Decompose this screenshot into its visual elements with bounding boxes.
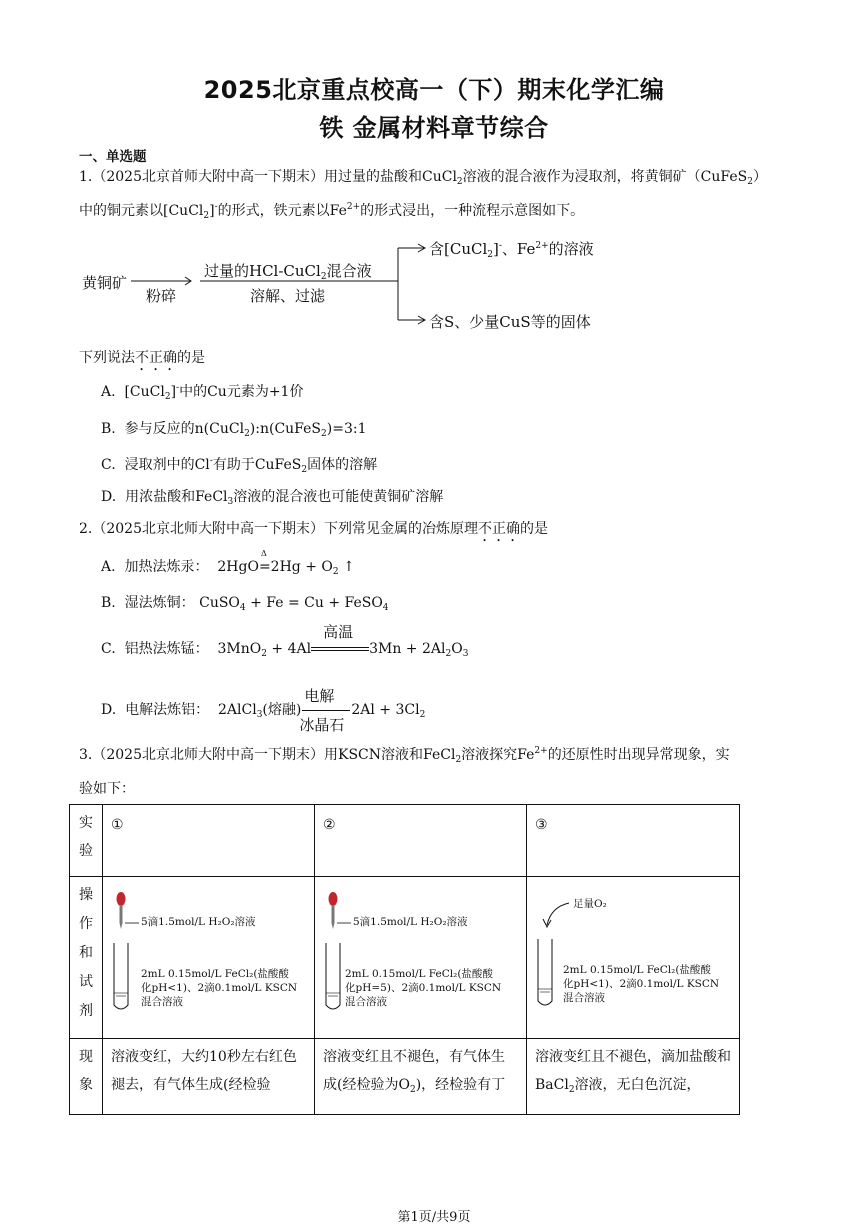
- doc-title-line2: 铁 金属材料章节综合: [319, 114, 549, 142]
- tube-label-line2: 化pH<1)、2滴0.1mol/L KSCN: [141, 982, 298, 994]
- q1-question: 下列说法不正确的是: [79, 350, 205, 366]
- tube-label-line3: 混合溶液: [141, 996, 183, 1008]
- tube-label-line2: 化pH<1)、2滴0.1mol/L KSCN: [563, 978, 720, 990]
- flow-arrows: [0, 0, 868, 360]
- row-header-experiment: 实 验: [70, 805, 103, 877]
- q2-stem: 2.（2025北京北师大附中高一下期末）下列常见金属的冶炼原理不正确的是: [79, 521, 548, 537]
- col-header-2: ②: [315, 805, 527, 877]
- dropper-label: 5滴1.5mol/L H₂O₂溶液: [141, 916, 256, 928]
- gas-label: 足量O₂: [573, 898, 607, 910]
- q2-option-a: A. 加热法炼汞： 2HgO= Δ $2Hg + O_2$ ↑: [101, 549, 355, 577]
- q2-option-b: B. 湿法炼铜： CuSO$_4$ + Fe = Cu + FeSO$_4$: [101, 595, 389, 613]
- q1-option-a: A. [CuCl$_2$]-中的Cu元素为+1价: [101, 383, 304, 402]
- tube-label-line3: 混合溶液: [563, 992, 605, 1004]
- q1-option-c: C. 浸取剂中的Cl-有助于CuFeS$_2$固体的溶解: [101, 456, 378, 475]
- col-header-1: ①: [103, 805, 315, 877]
- result-cell-3: 溶液变红且不褪色，滴加盐酸和BaCl$_2$溶液，无白色沉淀，: [527, 1039, 740, 1115]
- row-header-phenomenon: 现 象: [70, 1039, 103, 1115]
- dropper-tube-diagram: [315, 877, 527, 1039]
- q3-stem-line2: 验如下：: [79, 781, 135, 797]
- gas-tube-diagram: [527, 877, 740, 1039]
- experiment-table: [69, 804, 740, 1115]
- tube-label-line1: 2mL 0.15mol/L FeCl₂(盐酸酸: [345, 968, 493, 980]
- q2-option-d: D. 电解法炼铝： 2AlCl$_3$(熔融) 电解 冰晶石 $2Al + 3Cl_2$: [101, 687, 426, 734]
- col-header-3: ③: [527, 805, 740, 877]
- section-heading: 一、单选题: [79, 149, 147, 165]
- table-row: [70, 1039, 740, 1115]
- result-cell-2: 溶液变红且不褪色，有气体生成(经检验为$O_2$)，经检验有丁: [315, 1039, 527, 1115]
- flow-output-solid: 含S、少量CuS等的固体: [429, 313, 591, 331]
- flow-step2-label: 溶解、过滤: [250, 287, 326, 305]
- q3-stem-line1: 3.（2025北京北师大附中高一下期末）用KSCN溶液和FeCl$_2$溶液探究$Fe^{2+}$的还原性时出现异常现象，实: [79, 746, 730, 765]
- flow-reagent-label: 过量的HCl-CuCl$_2$混合液: [204, 262, 372, 282]
- dropper-tube-diagram: [103, 877, 315, 1039]
- table-row: [70, 877, 740, 1039]
- tube-label-line3: 混合溶液: [345, 996, 387, 1008]
- table-row: [70, 805, 740, 877]
- q1-option-d: D. 用浓盐酸和FeCl$_3$溶液的混合液也可能使黄铜矿溶解: [101, 489, 444, 507]
- flow-start-label: 黄铜矿: [82, 274, 128, 292]
- tube-label-line1: 2mL 0.15mol/L FeCl₂(盐酸酸: [141, 968, 289, 980]
- page-footer: 第1页/共9页: [397, 1210, 471, 1225]
- row-header-operation: 操 作 和 试 剂: [70, 877, 103, 1039]
- result-cell-1: 溶液变红，大约10秒左右红色褪去，有气体生成(经检验: [103, 1039, 315, 1115]
- operation-cell-1: [103, 877, 315, 1039]
- tube-label-line1: 2mL 0.15mol/L FeCl₂(盐酸酸: [563, 964, 711, 976]
- dropper-label: 5滴1.5mol/L H₂O₂溶液: [353, 916, 468, 928]
- doc-title-line1: 2025北京重点校高一（下）期末化学汇编: [203, 76, 665, 104]
- tube-label-line2: 化pH=5)、2滴0.1mol/L KSCN: [345, 982, 502, 994]
- q1-stem-line1: 1.（2025北京首师大附中高一下期末）用过量的盐酸和CuCl$_2$溶液的混合液作为浸取剂，将黄铜矿（CuFeS$_2$）: [79, 169, 767, 187]
- flow-step1-label: 粉碎: [146, 287, 177, 305]
- operation-cell-3: [527, 877, 740, 1039]
- q1-stem-line2: 中的铜元素以[CuCl$_2$]-的形式，铁元素以$Fe^{2+}$的形式浸出，一种流程示意图如下。: [79, 202, 585, 221]
- q1-option-b: B. 参与反应的n(CuCl$_2$):n(CuFeS$_2$)=3:1: [101, 421, 367, 439]
- operation-cell-2: [315, 877, 527, 1039]
- flow-output-solution: 含[CuCl$_2$]-、$Fe^{2+}$的溶液: [429, 240, 594, 260]
- q2-option-c: C. 铝热法炼锰： 3MnO$_2$ + 4Al 高温 $3Mn + 2Al_2O_3$: [101, 623, 469, 659]
